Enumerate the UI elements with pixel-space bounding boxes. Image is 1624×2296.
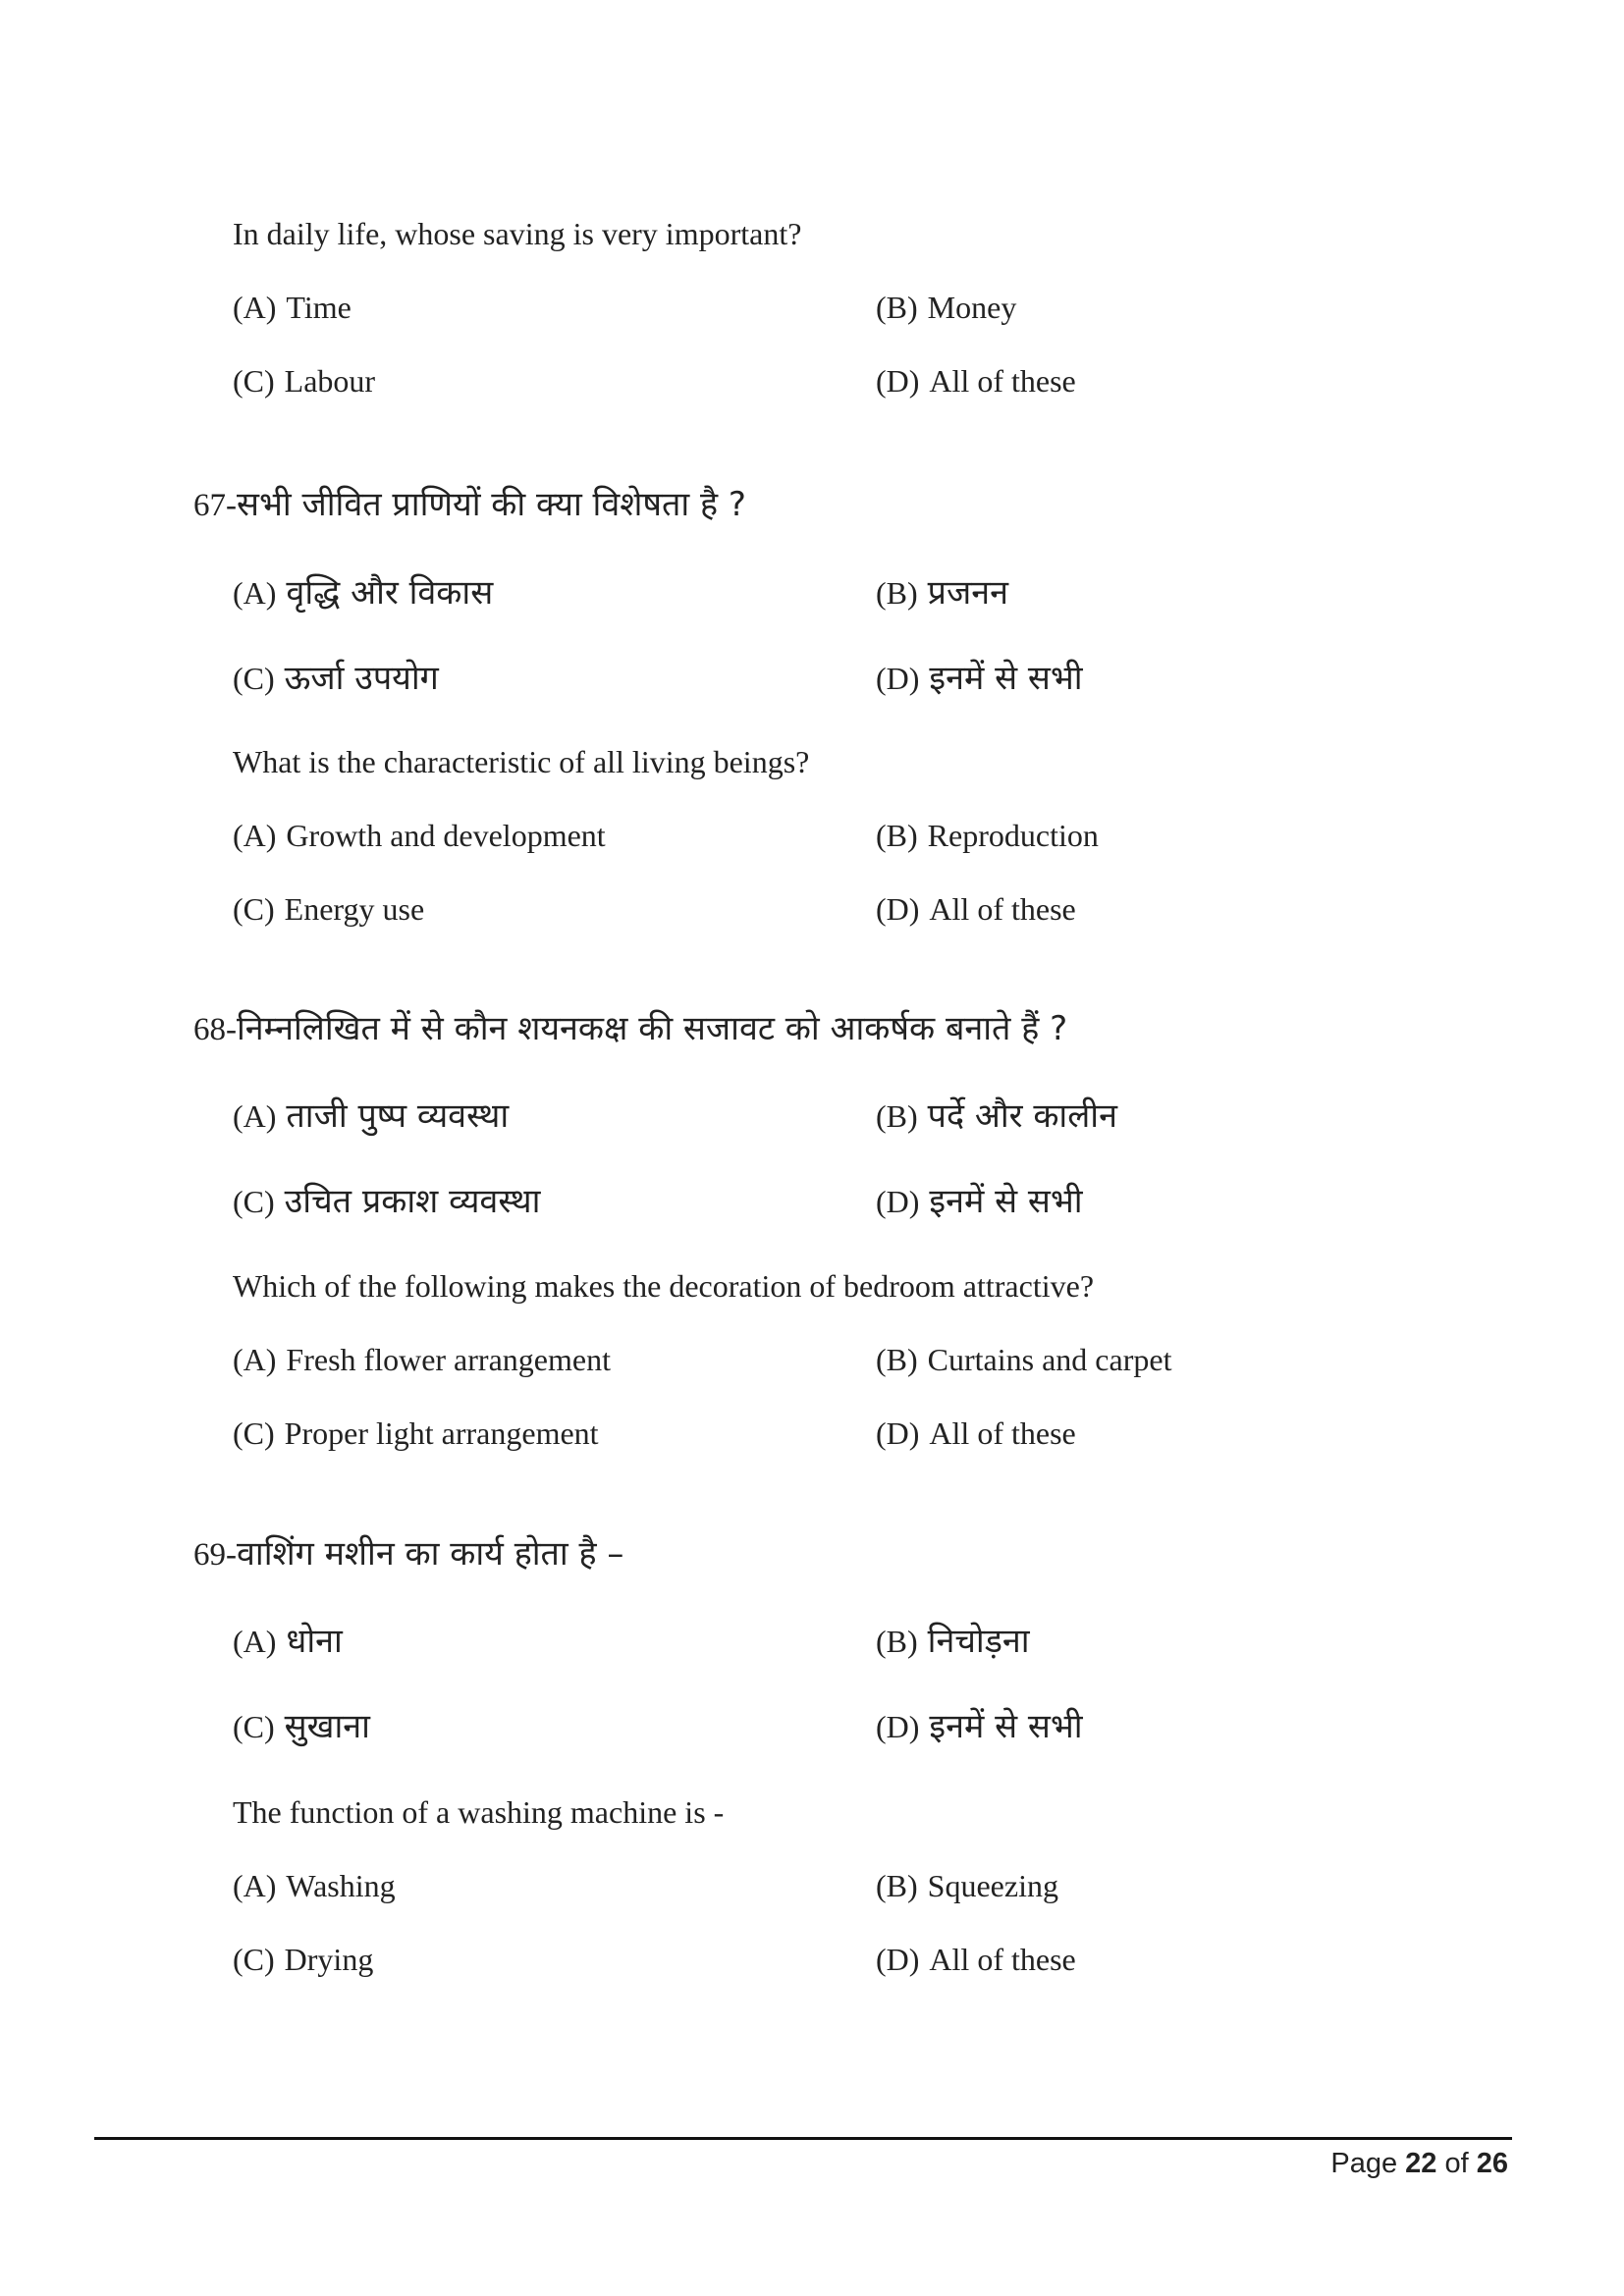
q67-en-question: What is the characteristic of all living beings? xyxy=(233,744,810,779)
q67-en-option-d: (D) All of these xyxy=(876,891,1076,927)
q67-number: 67- xyxy=(193,488,237,523)
footer-divider xyxy=(94,2137,1512,2140)
q69-hi-question: 69-वाशिंग मशीन का कार्य होता है – xyxy=(193,1534,624,1574)
q69-en-option-a: (A) Washing xyxy=(233,1868,396,1903)
q67-hi-option-b: (B) प्रजनन xyxy=(876,573,1008,613)
q69-hi-option-a: (A) धोना xyxy=(233,1622,343,1661)
q67-en-option-c: (C) Energy use xyxy=(233,891,425,927)
q68-en-option-c: (C) Proper light arrangement xyxy=(233,1415,599,1451)
q69-hi-option-b: (B) निचोड़ना xyxy=(876,1622,1030,1661)
q66-en-question: In daily life, whose saving is very important? xyxy=(233,216,802,251)
q69-hi-option-c: (C) सुखाना xyxy=(233,1707,370,1746)
q67-hi-question: 67-सभी जीवित प्राणियों की क्या विशेषता है ? xyxy=(193,485,746,524)
q66-en-option-a: (A) Time xyxy=(233,290,352,325)
q68-hi-option-a: (A) ताजी पुष्प व्यवस्था xyxy=(233,1096,510,1136)
q69-en-question: The function of a washing machine is - xyxy=(233,1794,725,1830)
q68-hi-option-d: (D) इनमें से सभी xyxy=(876,1182,1083,1221)
q68-en-question: Which of the following makes the decoration of bedroom attractive? xyxy=(233,1268,1095,1304)
q68-hi-option-c: (C) उचित प्रकाश व्यवस्था xyxy=(233,1182,541,1221)
page-number: Page 22 of 26 xyxy=(1330,2148,1508,2179)
q67-hi-option-d: (D) इनमें से सभी xyxy=(876,659,1083,698)
q69-hi-option-d: (D) इनमें से सभी xyxy=(876,1707,1083,1746)
q69-en-option-b: (B) Squeezing xyxy=(876,1868,1058,1903)
q68-en-option-d: (D) All of these xyxy=(876,1415,1076,1451)
q68-en-option-a: (A) Fresh flower arrangement xyxy=(233,1342,611,1377)
q67-en-option-b: (B) Reproduction xyxy=(876,818,1099,853)
q69-number: 69- xyxy=(193,1537,237,1573)
q68-number: 68- xyxy=(193,1012,237,1047)
q68-hi-option-b: (B) पर्दे और कालीन xyxy=(876,1096,1117,1136)
q67-en-option-a: (A) Growth and development xyxy=(233,818,606,853)
q67-hi-option-c: (C) ऊर्जा उपयोग xyxy=(233,659,439,698)
q66-en-option-c: (C) Labour xyxy=(233,363,376,399)
q69-en-option-c: (C) Drying xyxy=(233,1942,374,1977)
q67-hi-option-a: (A) वृद्धि और विकास xyxy=(233,573,494,613)
q69-en-option-d: (D) All of these xyxy=(876,1942,1076,1977)
q68-hi-question: 68-निम्नलिखित में से कौन शयनकक्ष की सजावट को आकर्षक बनाते हैं ? xyxy=(193,1009,1068,1048)
q68-en-option-b: (B) Curtains and carpet xyxy=(876,1342,1172,1377)
q66-en-option-b: (B) Money xyxy=(876,290,1017,325)
q66-en-option-d: (D) All of these xyxy=(876,363,1076,399)
